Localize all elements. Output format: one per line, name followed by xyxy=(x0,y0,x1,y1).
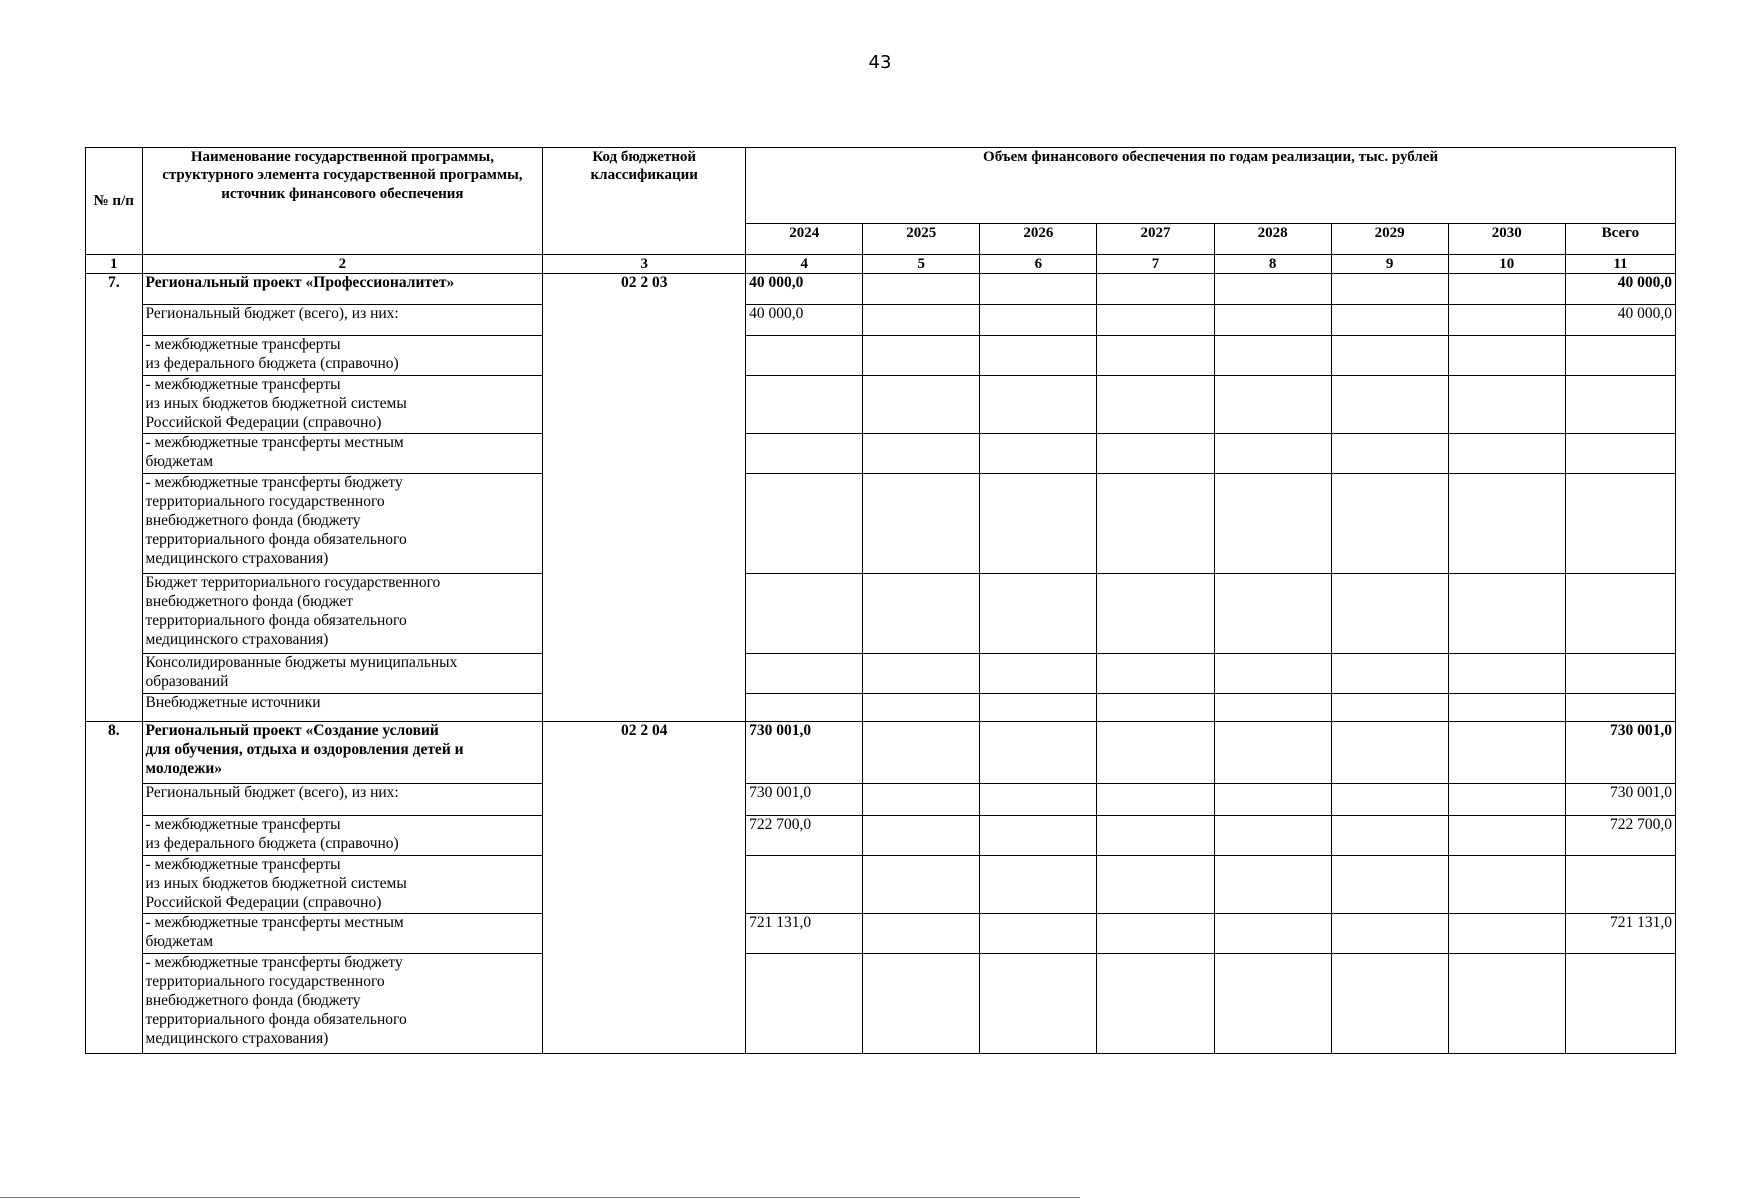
value-cell xyxy=(1331,474,1448,574)
table-row xyxy=(86,434,1676,474)
table-row xyxy=(86,694,1676,722)
value-cell xyxy=(1097,305,1214,336)
header-num: № п/п xyxy=(86,148,143,255)
value-cell xyxy=(1331,914,1448,954)
value-cell xyxy=(980,784,1097,816)
total-cell: 722 700,0 xyxy=(1565,816,1675,856)
value-cell xyxy=(1448,274,1565,305)
row-name: Региональный проект «Создание условий для обучения, отдыха и оздоровления детей и молодежи» xyxy=(142,722,543,784)
value-cell xyxy=(1448,305,1565,336)
header-year: 2030 xyxy=(1448,224,1565,255)
value-cell xyxy=(980,816,1097,856)
value-cell xyxy=(980,274,1097,305)
value-cell xyxy=(980,434,1097,474)
value-cell xyxy=(1097,654,1214,694)
value-cell xyxy=(980,654,1097,694)
table-row xyxy=(86,574,1676,654)
value-cell xyxy=(1214,816,1331,856)
table-row xyxy=(86,954,1676,1054)
value-cell xyxy=(746,376,863,434)
value-cell xyxy=(1448,376,1565,434)
value-cell xyxy=(1448,574,1565,654)
value-cell xyxy=(1097,856,1214,914)
page-number: 43 xyxy=(868,52,892,73)
total-cell: 721 131,0 xyxy=(1565,914,1675,954)
value-cell xyxy=(1331,954,1448,1054)
value-cell xyxy=(980,305,1097,336)
value-cell xyxy=(1214,474,1331,574)
total-cell: 40 000,0 xyxy=(1565,274,1675,305)
value-cell xyxy=(980,336,1097,376)
row-name: Региональный проект «Профессионалитет» xyxy=(142,274,543,305)
row-name: Внебюджетные источники xyxy=(142,694,543,722)
value-cell xyxy=(1331,694,1448,722)
table-row xyxy=(86,305,1676,336)
row-name: Региональный бюджет (всего), из них: xyxy=(142,305,543,336)
value-cell xyxy=(1214,434,1331,474)
value-cell xyxy=(980,474,1097,574)
section-number: 8. xyxy=(86,722,143,1054)
section-number: 7. xyxy=(86,274,143,722)
total-cell xyxy=(1565,954,1675,1054)
total-cell xyxy=(1565,574,1675,654)
value-cell xyxy=(980,954,1097,1054)
value-cell xyxy=(1331,336,1448,376)
value-cell xyxy=(1214,722,1331,784)
value-cell xyxy=(1331,856,1448,914)
value-cell xyxy=(1097,574,1214,654)
value-cell xyxy=(863,816,980,856)
value-cell xyxy=(1331,434,1448,474)
value-cell xyxy=(980,856,1097,914)
header-name: Наименование государственной программы, структурного элемента государственной программы, источник финансового обеспечения xyxy=(142,148,543,255)
value-cell xyxy=(746,654,863,694)
value-cell: 40 000,0 xyxy=(746,305,863,336)
value-cell xyxy=(980,722,1097,784)
column-number: 8 xyxy=(1214,255,1331,274)
header-year: 2025 xyxy=(863,224,980,255)
column-number: 3 xyxy=(543,255,746,274)
value-cell xyxy=(863,274,980,305)
column-number: 9 xyxy=(1331,255,1448,274)
table-row xyxy=(86,274,1676,305)
row-name: - межбюджетные трансферты бюджету территориального государственного внебюджетного фонда (бюджету территориального фонда обязательного медицинского страхования) xyxy=(142,954,543,1054)
table-row xyxy=(86,914,1676,954)
table-row xyxy=(86,722,1676,784)
value-cell xyxy=(1097,434,1214,474)
value-cell xyxy=(1097,274,1214,305)
total-cell: 730 001,0 xyxy=(1565,722,1675,784)
value-cell xyxy=(746,954,863,1054)
value-cell xyxy=(1331,816,1448,856)
value-cell xyxy=(1448,914,1565,954)
header-year: 2026 xyxy=(980,224,1097,255)
value-cell: 721 131,0 xyxy=(746,914,863,954)
value-cell xyxy=(980,376,1097,434)
table-row xyxy=(86,654,1676,694)
value-cell: 722 700,0 xyxy=(746,816,863,856)
header-year: 2029 xyxy=(1331,224,1448,255)
value-cell xyxy=(863,376,980,434)
value-cell xyxy=(1214,336,1331,376)
value-cell xyxy=(1331,722,1448,784)
value-cell xyxy=(1448,336,1565,376)
value-cell xyxy=(1097,474,1214,574)
value-cell xyxy=(1448,784,1565,816)
total-cell xyxy=(1565,694,1675,722)
total-cell xyxy=(1565,654,1675,694)
value-cell xyxy=(1214,784,1331,816)
value-cell: 730 001,0 xyxy=(746,722,863,784)
header-total: Всего xyxy=(1565,224,1675,255)
row-name: Бюджет территориального государственного внебюджетного фонда (бюджет территориального фонда обязательного медицинского страхования) xyxy=(142,574,543,654)
column-number: 2 xyxy=(142,255,543,274)
value-cell xyxy=(1331,784,1448,816)
total-cell xyxy=(1565,336,1675,376)
value-cell xyxy=(1097,376,1214,434)
table-row xyxy=(86,816,1676,856)
value-cell xyxy=(1448,722,1565,784)
value-cell xyxy=(1214,274,1331,305)
value-cell xyxy=(1214,574,1331,654)
value-cell xyxy=(1331,274,1448,305)
column-number: 4 xyxy=(746,255,863,274)
row-name: - межбюджетные трансферты из федерального бюджета (справочно) xyxy=(142,816,543,856)
value-cell xyxy=(746,336,863,376)
value-cell xyxy=(980,574,1097,654)
value-cell xyxy=(746,856,863,914)
table-row xyxy=(86,856,1676,914)
value-cell xyxy=(980,694,1097,722)
value-cell xyxy=(746,694,863,722)
column-number: 10 xyxy=(1448,255,1565,274)
total-cell: 40 000,0 xyxy=(1565,305,1675,336)
value-cell xyxy=(863,434,980,474)
value-cell xyxy=(1097,336,1214,376)
column-number: 1 xyxy=(86,255,143,274)
value-cell xyxy=(1214,954,1331,1054)
total-cell xyxy=(1565,474,1675,574)
value-cell xyxy=(1331,574,1448,654)
value-cell: 730 001,0 xyxy=(746,784,863,816)
value-cell xyxy=(863,722,980,784)
header-volume: Объем финансового обеспечения по годам реализации, тыс. рублей xyxy=(746,148,1676,224)
table-row xyxy=(86,336,1676,376)
value-cell xyxy=(1448,856,1565,914)
value-cell xyxy=(1448,694,1565,722)
value-cell xyxy=(1097,816,1214,856)
value-cell xyxy=(1331,305,1448,336)
value-cell xyxy=(1448,434,1565,474)
value-cell xyxy=(1331,654,1448,694)
total-cell xyxy=(1565,434,1675,474)
value-cell xyxy=(1214,914,1331,954)
budget-code: 02 2 03 xyxy=(543,274,746,722)
value-cell xyxy=(1097,784,1214,816)
budget-code: 02 2 04 xyxy=(543,722,746,1054)
header-code: Код бюджетной классификации xyxy=(543,148,746,255)
value-cell xyxy=(1214,856,1331,914)
table-row xyxy=(86,376,1676,434)
value-cell xyxy=(863,574,980,654)
value-cell xyxy=(746,474,863,574)
value-cell xyxy=(1448,474,1565,574)
value-cell xyxy=(1214,305,1331,336)
value-cell xyxy=(863,305,980,336)
value-cell xyxy=(1214,694,1331,722)
row-name: - межбюджетные трансферты из федерального бюджета (справочно) xyxy=(142,336,543,376)
value-cell xyxy=(1448,654,1565,694)
total-cell: 730 001,0 xyxy=(1565,784,1675,816)
row-name: - межбюджетные трансферты бюджету территориального государственного внебюджетного фонда (бюджету территориального фонда обязательного медицинского страхования) xyxy=(142,474,543,574)
funding-table xyxy=(85,147,1676,1054)
value-cell xyxy=(980,914,1097,954)
value-cell xyxy=(1097,954,1214,1054)
value-cell xyxy=(1097,694,1214,722)
value-cell xyxy=(863,856,980,914)
row-name: - межбюджетные трансферты из иных бюджетов бюджетной системы Российской Федерации (справочно) xyxy=(142,376,543,434)
header-year: 2024 xyxy=(746,224,863,255)
table-row xyxy=(86,474,1676,574)
value-cell xyxy=(863,336,980,376)
column-number: 11 xyxy=(1565,255,1675,274)
header-year: 2028 xyxy=(1214,224,1331,255)
value-cell xyxy=(863,694,980,722)
total-cell xyxy=(1565,376,1675,434)
value-cell xyxy=(746,434,863,474)
value-cell xyxy=(1331,376,1448,434)
value-cell xyxy=(1097,914,1214,954)
value-cell xyxy=(1214,376,1331,434)
row-name: - межбюджетные трансферты из иных бюджетов бюджетной системы Российской Федерации (справочно) xyxy=(142,856,543,914)
value-cell xyxy=(863,954,980,1054)
value-cell xyxy=(1214,654,1331,694)
value-cell xyxy=(1097,722,1214,784)
value-cell xyxy=(1448,954,1565,1054)
column-number: 7 xyxy=(1097,255,1214,274)
value-cell xyxy=(863,654,980,694)
value-cell: 40 000,0 xyxy=(746,274,863,305)
value-cell xyxy=(863,784,980,816)
value-cell xyxy=(1448,816,1565,856)
row-name: Региональный бюджет (всего), из них: xyxy=(142,784,543,816)
row-name: Консолидированные бюджеты муниципальных образований xyxy=(142,654,543,694)
row-name: - межбюджетные трансферты местным бюджетам xyxy=(142,434,543,474)
value-cell xyxy=(863,914,980,954)
total-cell xyxy=(1565,856,1675,914)
value-cell xyxy=(746,574,863,654)
header-year: 2027 xyxy=(1097,224,1214,255)
column-numbers-row xyxy=(86,255,1676,274)
table-row xyxy=(86,784,1676,816)
column-number: 6 xyxy=(980,255,1097,274)
bottom-rule xyxy=(0,1197,1080,1198)
row-name: - межбюджетные трансферты местным бюджетам xyxy=(142,914,543,954)
column-number: 5 xyxy=(863,255,980,274)
value-cell xyxy=(863,474,980,574)
